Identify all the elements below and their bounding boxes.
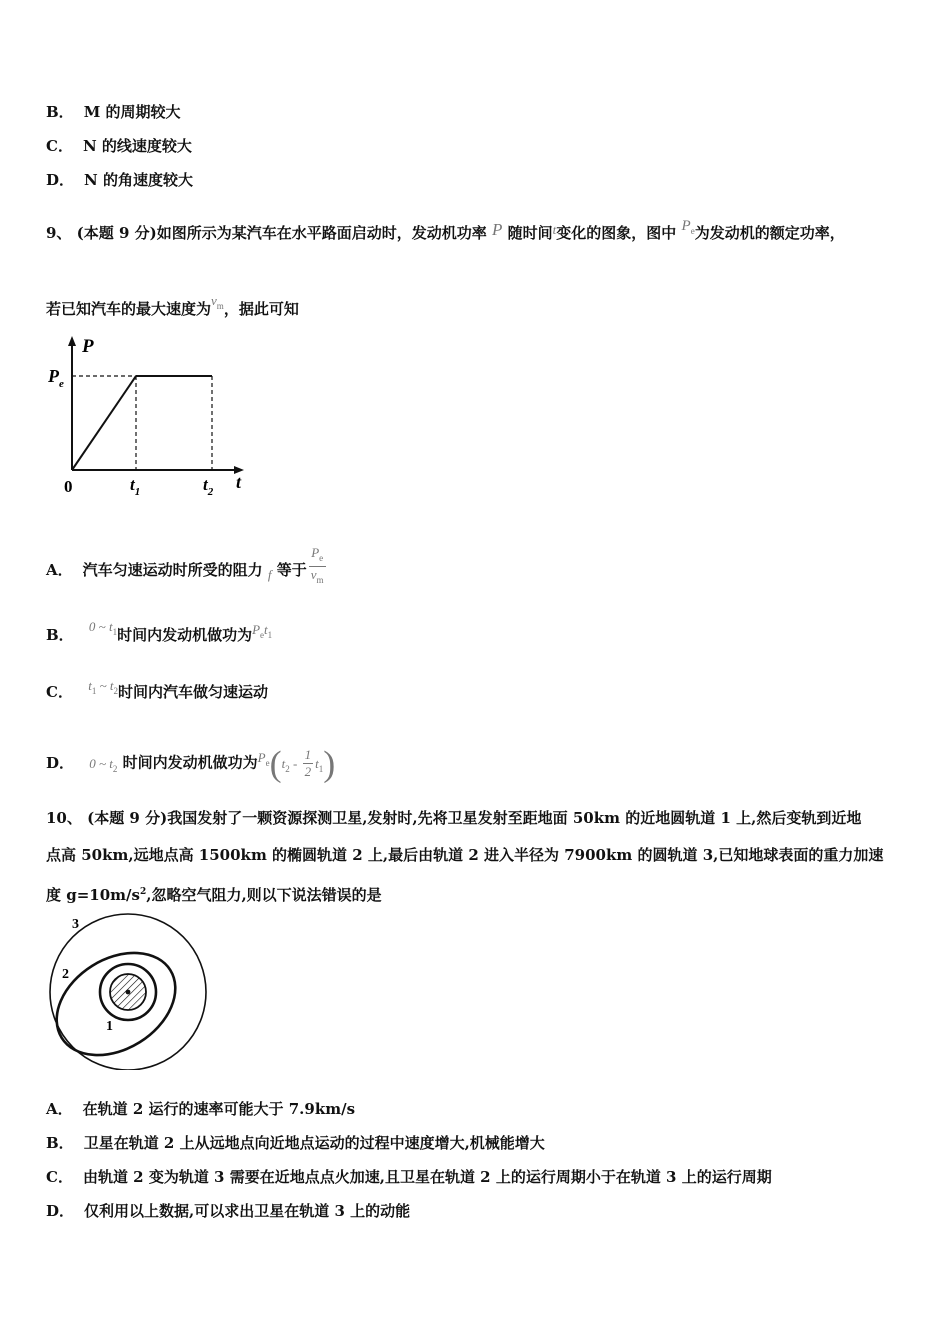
orbit-diagram (44, 910, 214, 1070)
option-label: C． (46, 683, 73, 701)
work-pe: $P_e$ (257, 749, 270, 768)
question-number: 10、 (46, 809, 82, 827)
pe-label: $P_e$ (48, 366, 64, 390)
origin-label: 0 (64, 477, 73, 496)
q9-option-d (46, 743, 336, 784)
stem-text: ,忽略空气阻力,则以下说法错误的是 (146, 886, 382, 904)
option-label: B． (46, 103, 74, 121)
y-axis-arrow-icon (68, 336, 76, 346)
q10-stem-line2 (46, 845, 883, 865)
option-label: C． (46, 1168, 73, 1186)
orbit-3-label: 3 (72, 917, 79, 932)
option-label: D． (46, 1202, 75, 1220)
question-score: (本题 9 分) (76, 224, 157, 242)
fraction-half: $\frac{1}{2}$ (304, 747, 312, 779)
q10-option-d (46, 1201, 410, 1221)
q9-option-b (46, 617, 272, 645)
stem-text: 为发动机的额定功率， (694, 224, 845, 242)
q9-option-c (46, 676, 268, 702)
symbol-vm: $v_m$ (211, 293, 224, 311)
stem-text: 如图所示为某汽车在水平路面启动时，发动机功率 (156, 224, 487, 242)
stem-text: ，据此可知 (223, 300, 299, 318)
y-axis-label: P (82, 336, 94, 357)
superscript: 2 (139, 887, 147, 897)
option-text: 汽车匀速运动时所受的阻力 (82, 561, 263, 579)
q9-stem-line2 (46, 291, 299, 319)
option-label: A． (46, 561, 73, 579)
q8-option-d (46, 170, 193, 190)
stem-text: 我国发射了一颗资源探测卫星,发射时,先将卫星发射至距地面 50km 的近地圆轨道 1 上,然后变轨到近地 (167, 809, 862, 827)
symbol-pe: $P_e$ (681, 218, 695, 236)
range-expression: 0 ~ $t_2$ (89, 755, 118, 774)
t2-label: $t_2$ (203, 475, 214, 498)
range-expression: 0 ~ $t_1$ (88, 619, 118, 637)
q10-option-a (46, 1099, 355, 1119)
q10-stem-line3 (46, 882, 382, 905)
option-text: 由轨道 2 变为轨道 3 需要在近地点点火加速,且卫星在轨道 2 上的运行周期小于在轨道 3 上的运行周期 (82, 1168, 772, 1186)
work-t2: $t_2$ - (281, 755, 301, 774)
orbit-1-label: 1 (106, 1019, 113, 1034)
question-score: (本题 9 分) (87, 809, 168, 827)
option-label: D． (46, 171, 75, 189)
stem-text: 变化的图象，图中 (556, 224, 677, 242)
work-t1: $t_1$ (315, 755, 324, 774)
t1-label: $t_1$ (130, 475, 141, 498)
orbit-2-label: 2 (62, 967, 69, 982)
stem-text: 随时间 (507, 224, 553, 242)
q9-stem-line1 (46, 216, 845, 243)
option-label: C． (46, 137, 73, 155)
symbol-f: f (267, 567, 272, 582)
earth-center-dot (126, 990, 131, 995)
q10-option-b (46, 1133, 545, 1153)
option-text: 等于 (276, 561, 307, 579)
option-text: 时间内发动机做功为 (117, 626, 253, 644)
option-label: B． (46, 626, 74, 644)
fraction-pe-over-vm: $\frac{P_e}{v_m}$ (310, 545, 324, 585)
option-label: D． (46, 753, 75, 772)
option-label: A． (46, 1100, 73, 1118)
work-expression: $P_et_1$ (252, 622, 273, 640)
power-time-graph (42, 330, 262, 500)
q10-option-c (46, 1167, 772, 1187)
q9-option-a (46, 545, 328, 588)
option-text: 卫星在轨道 2 上从远地点向近地点运动的过程中速度增大,机械能增大 (83, 1134, 545, 1152)
range-expression: $t_1$ ~ $t_2$ (88, 678, 118, 696)
question-number: 9、 (46, 224, 72, 242)
option-text: 仅利用以上数据,可以求出卫星在轨道 3 上的动能 (84, 1202, 411, 1220)
q8-option-c (46, 136, 192, 156)
option-text: 时间内汽车做匀速运动 (117, 683, 268, 701)
q10-stem-line1 (46, 808, 861, 828)
symbol-t: t (552, 222, 557, 237)
option-text: N 的角速度较大 (84, 171, 193, 189)
stem-text: 点高 50km,远地点高 1500km 的椭圆轨道 2 上,最后由轨道 2 进入半径为 7900km 的圆轨道 3,已知地球表面的重力加速 (46, 846, 884, 864)
stem-text: 若已知汽车的最大速度为 (46, 300, 212, 318)
left-paren: ( (269, 743, 282, 784)
stem-text: 度 g=10m/s (46, 886, 140, 904)
right-paren: ) (323, 743, 336, 784)
option-text: 时间内发动机做功为 (122, 753, 258, 772)
option-label: B． (46, 1134, 74, 1152)
option-text: M 的周期较大 (83, 103, 181, 121)
option-text: 在轨道 2 运行的速率可能大于 7.9km/s (82, 1100, 356, 1118)
rising-line (72, 376, 136, 470)
x-axis-label: t (236, 472, 242, 492)
q8-option-b (46, 102, 181, 122)
option-text: N 的线速度较大 (82, 137, 192, 155)
symbol-p: P (492, 220, 503, 239)
